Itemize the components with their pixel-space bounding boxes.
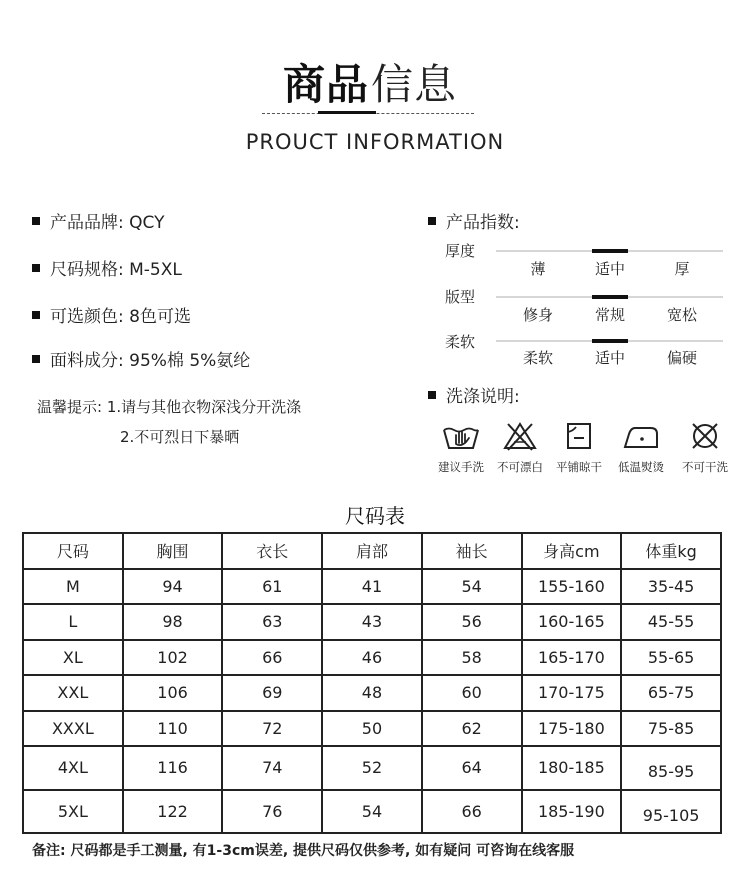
table-cell: 48 [322, 675, 422, 711]
footer-note: 备注: 尺码都是手工测量, 有1-3cm误差, 提供尺码仅供参考, 如有疑问 可咨询在线客服 [32, 843, 575, 859]
table-cell: 58 [422, 640, 522, 676]
table-cell: 35-45 [621, 569, 721, 605]
table-cell: 95-105 [621, 790, 721, 834]
info-size-spec [32, 255, 182, 280]
wash-label: 建议手洗 [438, 460, 484, 474]
info-colors-text: 可选颜色: 8色可选 [50, 307, 191, 327]
low-iron-icon [621, 420, 661, 452]
index-option: 偏硬 [666, 349, 697, 367]
table-cell: 98 [123, 604, 223, 640]
info-fabric-text: 面料成分: 95%棉 5%氨纶 [50, 351, 251, 371]
table-cell: 180-185 [522, 746, 622, 790]
bullet-icon [32, 355, 40, 363]
tip-line-1: 温馨提示: 1.请与其他衣物深浅分开洗涤 [37, 398, 302, 416]
no-bleach-icon [500, 420, 540, 452]
flat-dry-icon [559, 420, 599, 452]
tip-line-2: 2.不可烈日下暴晒 [120, 428, 240, 446]
index-label-thickness: 厚度 [445, 242, 476, 260]
info-fabric [32, 346, 250, 371]
table-cell: 69 [222, 675, 322, 711]
table-row [23, 711, 721, 747]
table-cell: 54 [322, 790, 422, 834]
page-subtitle: PROUCT INFORMATION [245, 130, 505, 154]
index-option: 适中 [594, 349, 625, 367]
table-header-row [23, 533, 721, 569]
info-brand [32, 208, 164, 233]
hand-wash-icon [441, 420, 481, 452]
table-cell: XXL [23, 675, 123, 711]
table-cell: 65-75 [621, 675, 721, 711]
table-header-cell: 肩部 [322, 533, 422, 569]
size-table [22, 532, 722, 834]
index-title-text: 产品指数: [446, 213, 520, 233]
table-cell: 75-85 [621, 711, 721, 747]
index-option: 厚 [674, 260, 690, 278]
index-title [428, 208, 520, 233]
table-row [23, 790, 721, 834]
table-cell: 41 [322, 569, 422, 605]
info-colors [32, 302, 191, 327]
wash-title [428, 382, 520, 407]
index-marker-thickness [592, 249, 628, 253]
table-cell: 102 [123, 640, 223, 676]
table-cell: 66 [222, 640, 322, 676]
table-cell: 76 [222, 790, 322, 834]
size-table-title: 尺码表 [345, 504, 405, 528]
table-cell: 50 [322, 711, 422, 747]
table-cell: XL [23, 640, 123, 676]
table-header-cell: 胸围 [123, 533, 223, 569]
table-cell: 85-95 [621, 746, 721, 790]
index-option: 宽松 [666, 306, 697, 324]
index-marker-softness [592, 339, 628, 343]
table-cell: 160-165 [522, 604, 622, 640]
table-cell: 64 [422, 746, 522, 790]
bullet-icon [32, 311, 40, 319]
bullet-icon [428, 217, 436, 225]
table-cell: 155-160 [522, 569, 622, 605]
table-cell: 66 [422, 790, 522, 834]
table-cell: 116 [123, 746, 223, 790]
page-title-bold: 商品 [283, 60, 370, 109]
table-cell: 56 [422, 604, 522, 640]
wash-label: 低温熨烫 [618, 460, 664, 474]
page-title-light: 信息 [371, 60, 458, 109]
index-option: 柔软 [522, 349, 553, 367]
table-cell: XXXL [23, 711, 123, 747]
table-cell: 43 [322, 604, 422, 640]
table-cell: 122 [123, 790, 223, 834]
table-header-cell: 衣长 [222, 533, 322, 569]
index-option: 适中 [594, 260, 625, 278]
table-cell: 74 [222, 746, 322, 790]
table-header-cell: 体重kg [621, 533, 721, 569]
index-label-fit: 版型 [445, 288, 476, 306]
table-cell: 61 [222, 569, 322, 605]
table-cell: 110 [123, 711, 223, 747]
bullet-icon [428, 391, 436, 399]
table-row [23, 640, 721, 676]
no-tumble-dry-icon [685, 420, 725, 452]
table-header-cell: 身高cm [522, 533, 622, 569]
title-accent-bar [318, 111, 376, 114]
table-cell: 170-175 [522, 675, 622, 711]
table-header-cell: 尺码 [23, 533, 123, 569]
table-cell: 72 [222, 711, 322, 747]
index-option: 常规 [594, 306, 625, 324]
table-cell: 60 [422, 675, 522, 711]
table-row [23, 604, 721, 640]
index-option: 薄 [530, 260, 546, 278]
table-row [23, 675, 721, 711]
index-marker-fit [592, 295, 628, 299]
wash-label: 不可漂白 [497, 460, 543, 474]
table-cell: 106 [123, 675, 223, 711]
table-cell: M [23, 569, 123, 605]
bullet-icon [32, 264, 40, 272]
table-cell: 4XL [23, 746, 123, 790]
table-row [23, 569, 721, 605]
table-cell: 94 [123, 569, 223, 605]
bullet-icon [32, 217, 40, 225]
info-size-spec-text: 尺码规格: M-5XL [50, 260, 182, 280]
wash-title-text: 洗涤说明: [446, 387, 520, 407]
table-row [23, 746, 721, 790]
table-cell: 185-190 [522, 790, 622, 834]
index-option: 修身 [522, 306, 553, 324]
table-cell: 55-65 [621, 640, 721, 676]
table-cell: 46 [322, 640, 422, 676]
table-cell: 175-180 [522, 711, 622, 747]
table-cell: 45-55 [621, 604, 721, 640]
wash-label: 不可干洗 [682, 460, 728, 474]
table-cell: 165-170 [522, 640, 622, 676]
table-cell: 54 [422, 569, 522, 605]
table-cell: 62 [422, 711, 522, 747]
info-brand-text: 产品品牌: QCY [50, 213, 165, 233]
table-cell: 63 [222, 604, 322, 640]
table-cell: 5XL [23, 790, 123, 834]
index-label-softness: 柔软 [445, 333, 476, 351]
table-cell: 52 [322, 746, 422, 790]
wash-label: 平铺晾干 [556, 460, 602, 474]
table-cell: L [23, 604, 123, 640]
table-header-cell: 袖长 [422, 533, 522, 569]
